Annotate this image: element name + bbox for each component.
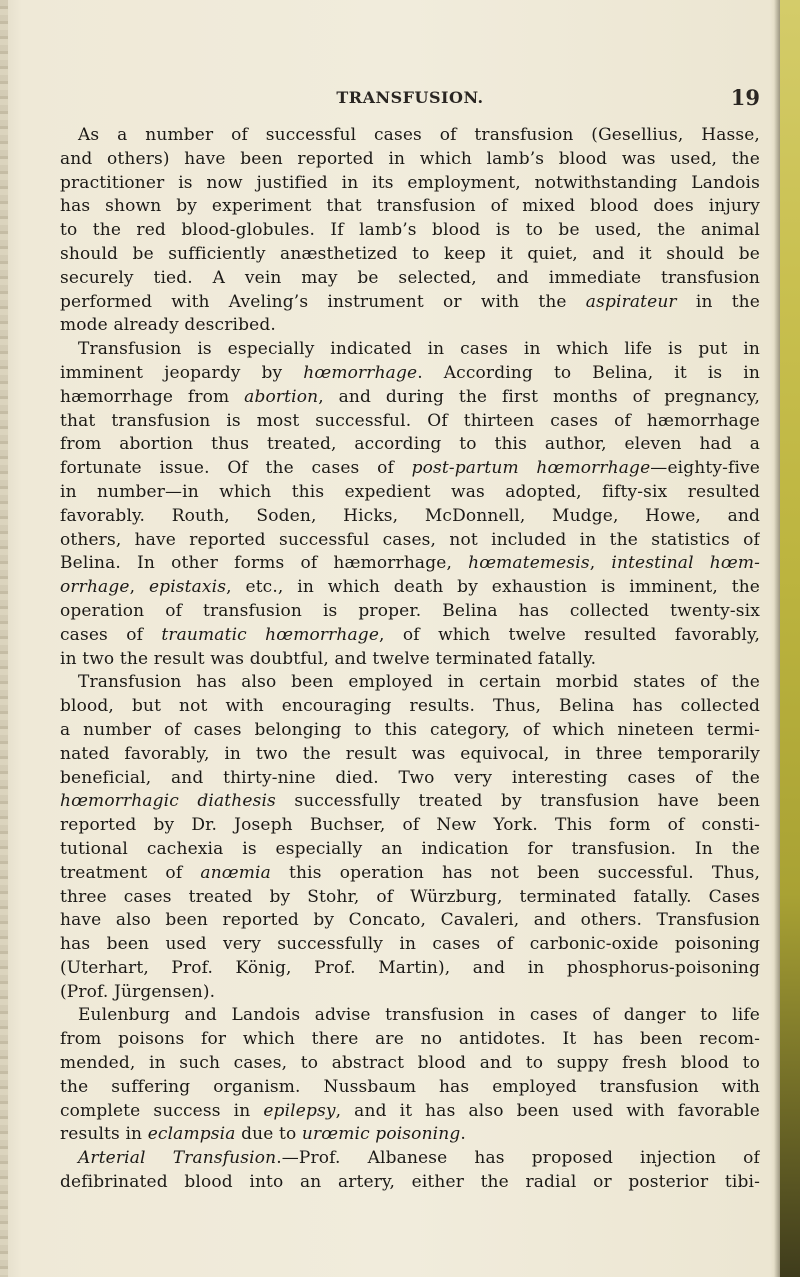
- italic-term: abortion: [244, 386, 319, 407]
- text-line: operation of transfusion is proper. Belina has collected twenty-six: [60, 600, 760, 621]
- text-line: to the red blood-globules. If lamb’s blood is to be used, the animal: [60, 220, 760, 241]
- text-line: Transfusion has also been employed in certain morbid states of the: [78, 672, 760, 693]
- text-line: results in eclampsia due to urœmic poisoning.: [60, 1124, 466, 1145]
- italic-term: epilepsy: [263, 1100, 336, 1121]
- text-line: in number—in which this expedient was adopted, fifty-six resulted: [60, 481, 760, 502]
- text-line: nated favorably, in two the result was equivocal, in three temporarily: [60, 743, 760, 764]
- text-line: has shown by experiment that transfusion of mixed blood does injury: [60, 196, 760, 217]
- text-line: complete success in epilepsy, and it has also been used with favorable: [60, 1100, 760, 1121]
- italic-term: orrhage: [60, 577, 130, 598]
- page-header: [60, 85, 760, 112]
- text-line: tutional cachexia is especially an indication for transfusion. In the: [60, 838, 760, 859]
- book-edge: [780, 0, 800, 1277]
- italic-term: intestinal hœm-: [611, 553, 760, 574]
- text-line: and others) have been reported in which lamb’s blood was used, the: [60, 148, 760, 169]
- text-line: hœmorrhagic diathesis successfully treated by transfusion have been: [60, 791, 760, 812]
- italic-term: eclampsia: [147, 1124, 236, 1145]
- italic-term: epistaxis: [148, 577, 227, 598]
- text-line: practitioner is now justified in its employment, notwithstanding Landois: [60, 172, 760, 193]
- text-line: beneficial, and thirty-nine died. Two very interesting cases of the: [60, 767, 760, 788]
- italic-term: hœmatemesis: [468, 553, 590, 574]
- text-line: imminent jeopardy by hœmorrhage. According to Belina, it is in: [60, 362, 760, 383]
- text-line: have also been reported by Concato, Cavaleri, and others. Transfusion: [60, 910, 760, 931]
- page-number: 19: [730, 85, 760, 110]
- text-line: has been used very successfully in cases of carbonic-oxide poisoning: [60, 934, 760, 955]
- text-line: mended, in such cases, to abstract blood and to suppy fresh blood to: [60, 1053, 760, 1074]
- text-line: others, have reported successful cases, not included in the statistics of: [60, 529, 760, 550]
- text-line: Belina. In other forms of hæmorrhage, hœmatemesis, intestinal hœm-: [60, 553, 760, 574]
- text-line: Transfusion is especially indicated in cases in which life is put in: [78, 339, 760, 360]
- text-line: treatment of anœmia this operation has not been successful. Thus,: [60, 862, 760, 883]
- text-line: securely tied. A vein may be selected, and immediate transfusion: [60, 267, 760, 288]
- text-line: (Prof. Jürgensen).: [60, 981, 216, 1002]
- text-line: As a number of successful cases of transfusion (Gesellius, Hasse,: [78, 125, 760, 145]
- running-head: TRANSFUSION.: [336, 88, 484, 107]
- text-line: in two the result was doubtful, and twelve terminated fatally.: [60, 648, 597, 669]
- italic-term: traumatic hœmorrhage: [161, 624, 380, 645]
- italic-term: hœmorrhage: [303, 362, 418, 383]
- text-line: reported by Dr. Joseph Buchser, of New York. This form of consti-: [60, 815, 760, 836]
- italic-term: aspirateur: [585, 291, 677, 312]
- text-line: Eulenburg and Landois advise transfusion in cases of danger to life: [78, 1005, 760, 1026]
- page-gutter-shadow: [0, 0, 8, 1277]
- text-line: from abortion thus treated, according to this author, eleven had a: [60, 434, 760, 455]
- text-line: from poisons for which there are no antidotes. It has been recom-: [60, 1029, 760, 1050]
- text-line: the suffering organism. Nussbaum has employed transfusion with: [60, 1076, 760, 1097]
- text-line: hæmorrhage from abortion, and during the first months of pregnancy,: [60, 386, 760, 407]
- text-line: favorably. Routh, Soden, Hicks, McDonnell, Mudge, Howe, and: [60, 505, 760, 526]
- italic-term: hœmorrhagic diathesis: [60, 791, 276, 812]
- text-line: (Uterhart, Prof. König, Prof. Martin), and in phosphorus-poisoning: [60, 957, 760, 978]
- text-line: cases of traumatic hœmorrhage, of which twelve resulted favorably,: [60, 624, 760, 645]
- italic-term: post-partum hœmorrhage: [411, 458, 651, 479]
- text-line: fortunate issue. Of the cases of post-partum hœmorrhage—eighty-five: [60, 458, 760, 479]
- text-line: blood, but not with encouraging results. Thus, Belina has collected: [60, 696, 760, 717]
- text-line: defibrinated blood into an artery, either the radial or posterior tibi-: [60, 1172, 760, 1193]
- italic-term: Arterial Transfusion: [78, 1148, 277, 1169]
- text-line: should be sufficiently anæsthetized to keep it quiet, and it should be: [60, 243, 760, 264]
- italic-term: urœmic poisoning: [301, 1124, 461, 1145]
- text-line: three cases treated by Stohr, of Würzburg, terminated fatally. Cases: [60, 886, 760, 907]
- text-line: a number of cases belonging to this category, of which nineteen termi-: [60, 719, 760, 740]
- text-line: mode already described.: [60, 315, 276, 336]
- text-line: Arterial Transfusion.—Prof. Albanese has proposed injection of: [78, 1148, 760, 1169]
- italic-term: anœmia: [200, 862, 271, 883]
- text-line: performed with Aveling’s instrument or with the aspirateur in the: [60, 291, 760, 312]
- text-line: that transfusion is most successful. Of thirteen cases of hæmorrhage: [60, 410, 760, 431]
- body-text: [60, 124, 760, 1195]
- text-line: orrhage, epistaxis, etc., in which death by exhaustion is imminent, the: [60, 577, 760, 598]
